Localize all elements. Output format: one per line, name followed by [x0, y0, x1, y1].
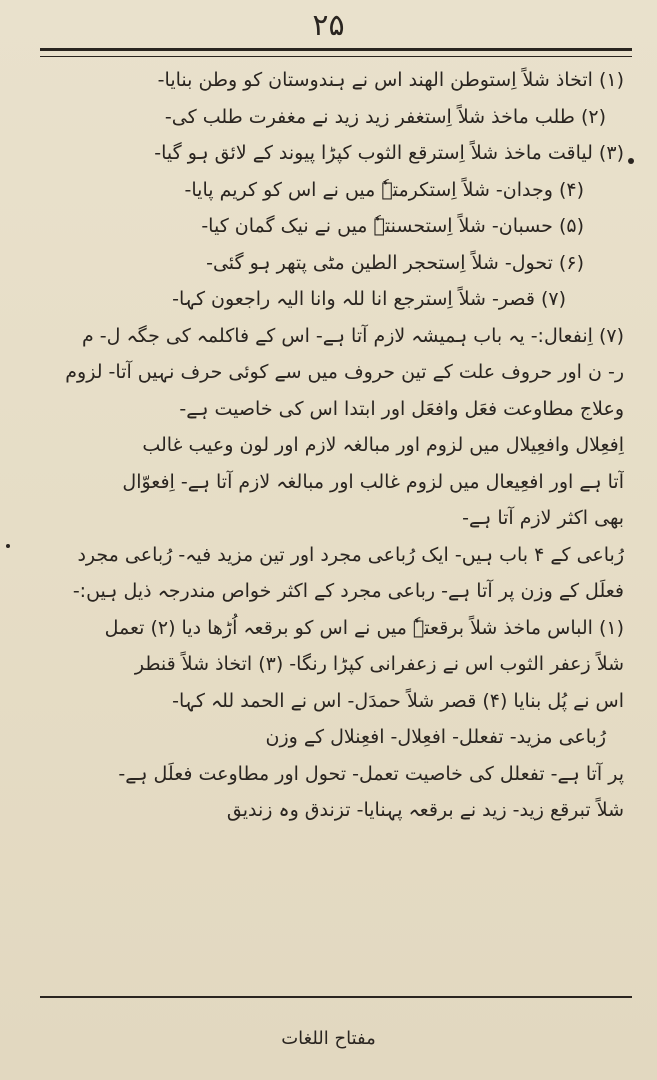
ink-mark — [6, 544, 10, 548]
text-line: پر آتا ہے- تفعلل کی خاصیت تعمل- تحول اور مطاوعت فعلَل ہے- — [118, 762, 624, 785]
ink-mark — [628, 158, 634, 164]
text-line: (۴) وجدان- شلاً اِستکرمتہٗ میں نے اس کو کریم پایا- — [184, 178, 584, 201]
text-line: بھی اکثر لازم آتا ہے- — [462, 507, 624, 529]
text-line: رُباعی کے ۴ باب ہیں- ایک رُباعی مجرد اور تین مزید فیہ- رُباعی مجرد — [77, 543, 624, 566]
text-line: ر- ن اور حروف علت کے تین حروف میں سے کوئی حرف نہیں آتا- لزوم — [65, 361, 624, 383]
header-rule-thin — [40, 56, 632, 57]
running-footer: مفتاح اللغات — [281, 1028, 376, 1049]
text-line: آتا ہے اور افعِیعال میں لزوم غالب اور مبالغہ لازم آتا ہے- اِفعوّال — [122, 470, 624, 493]
text-line: فعلَل کے وزن پر آتا ہے- رباعی مجرد کے اکثر خواص مندرجہ ذیل ہیں:- — [72, 580, 624, 602]
page-number: ۲۵ — [312, 8, 345, 43]
header-rule-thick — [40, 48, 632, 51]
text-line: (۵) حسبان- شلاً اِستحسنتہٗ میں نے نیک گمان کیا- — [201, 215, 584, 237]
text-line: اِفعِلال وافعِیلال میں لزوم اور مبالغہ لازم اور لون وعیب غالب — [142, 434, 624, 456]
text-line: شلاً تبرقع زید- زید نے برقعہ پہنایا- تزندق وہ زندیق — [226, 799, 624, 821]
text-line: (۱) اتخاذ شلاً اِستوطن الھند اس نے ہندوستان کو وطن بنایا- — [157, 69, 624, 91]
page-body — [44, 62, 624, 829]
text-line: شلاً زعفر الثوب اس نے زعفرانی کپڑا رنگا- (۳) اتخاذ شلاً قنطر — [134, 653, 624, 675]
text-line: (۳) لیاقت ماخذ شلاً اِسترقع الثوب کپڑا پیوند کے لائق ہو گیا- — [154, 142, 624, 164]
text-line: (۱) الباس ماخذ شلاً برقعتہٗ میں نے اس کو برقعہ اُڑھا دیا (۲) تعمل — [104, 616, 624, 639]
text-line: (۶) تحول- شلاً اِستحجر الطین مٹی پتھر ہو گئی- — [206, 251, 584, 274]
text-line: وعلاج مطاوعت فعَل وافعَل اور ابتدا اس کی خاصیت ہے- — [179, 397, 624, 420]
text-line: (۷) قصر- شلاً اِسترجع انا للہ وانا الیہ راجعون کہا- — [172, 288, 566, 310]
text-line: رُباعی مزید- تفعلل- افعِلال- افعِنلال کے وزن — [265, 726, 606, 748]
text-line: (۷) اِنفعال:- یہ باب ہمیشہ لازم آتا ہے- اس کے فاکلمہ کی جگہ ل- م — [81, 324, 624, 347]
text-line: اس نے پُل بنایا (۴) قصر شلاً حمدَل- اس نے الحمد للہ کہا- — [172, 689, 624, 712]
text-line: (۲) طلب ماخذ شلاً اِستغفر زید زید نے مغفرت طلب کی- — [164, 105, 606, 128]
footer-rule — [40, 996, 632, 998]
